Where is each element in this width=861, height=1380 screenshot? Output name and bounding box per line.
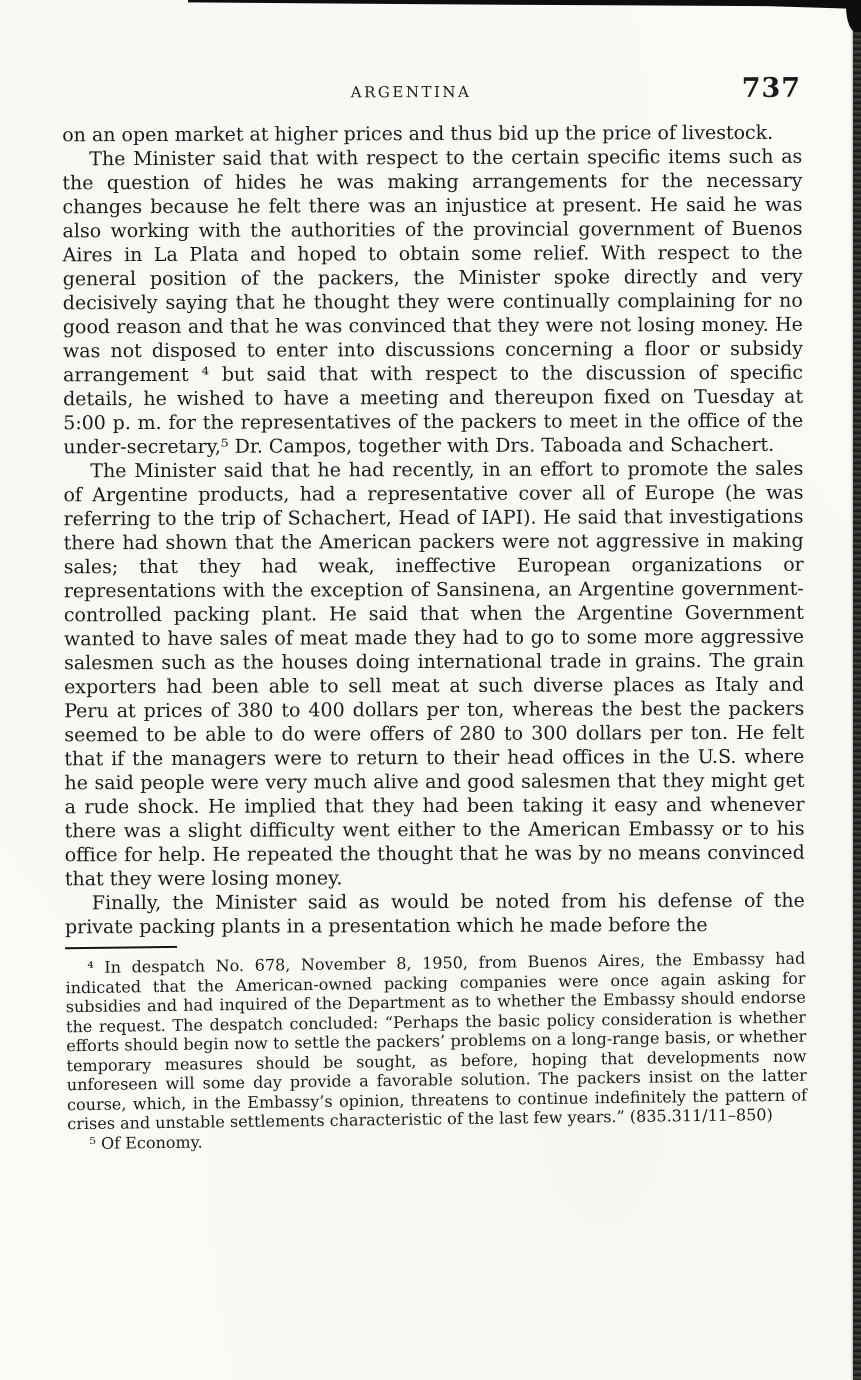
footnote: ⁴ In despatch No. 678, November 8, 1950, from Buenos Aires, the Embassy had indicated that the American-owned packing companies were once again asking for subsidies and had inquired of the Department as to whether the Embassy should endorse the request. The despatch concluded: “Perhaps the basic policy consideration is whether efforts should begin now to settle the packers’ problems on a long-range basis, or whether temporary measures should be sought, as before, hoping that developments now unforeseen will some day provide a favorable solution. The packers insist on the latter course, which, in the Embassy’s opinion, threatens to continue indefinitely the pattern of crises and unstable settlements characteristic of the last few years.” (835.311/11–850) xyxy=(65,948,808,1134)
paragraph: on an open market at higher prices and thus bid up the price of livestock. xyxy=(62,121,774,147)
paragraph: Finally, the Minister said as would be noted from his defense of the private packing plants in a presentation which he made before the xyxy=(64,889,805,939)
running-header xyxy=(62,72,802,112)
paragraph: The Minister said that he had recently, in an effort to promote the sales of Argentine products, had a representative cover all of Europe (he was referring to the trip of Schachert, Head of IAPI). He said that investigations there had shown that the American packers were not aggressive in making sales; that they had weak, ineffective European organizations or representations with the exception of Sansinena, an Argentine government-controlled packing plant. He said that when the Argentine Government wanted to have sales of meat made they had to go to some more aggressive salesmen such as the houses doing international trade in grains. The grain exporters had been able to sell meat at such diverse places as Italy and Peru at prices of 380 to 400 dollars per ton, whereas the best the packers seemed to be able to do were offers of 280 to 300 dollars per ton. He felt that if the managers were to return to their head offices in the U.S. where he said people were very much alive and good salesmen that they might get a rude shock. He implied that they had been taking it easy and whenever there was a slight difficulty went either to the American Embassy or to his office for help. He repeated the thought that he was by no means convinced that they were losing money. xyxy=(63,457,805,891)
page-number: 737 xyxy=(741,72,802,104)
scan-edge-right-artifact xyxy=(853,0,861,1380)
body-text xyxy=(62,121,805,940)
footnote-separator xyxy=(65,946,177,949)
footnote-area xyxy=(65,938,808,1154)
footnotes xyxy=(65,949,807,1154)
page-title: ARGENTINA xyxy=(350,82,472,102)
paragraph: The Minister said that with respect to the certain specific items such as the question of hides he was making arrangements for the necessary changes because he felt there was an injustice at present. He said he was also working with the authorities of the provincial government of Buenos Aires in La Plata and hoped to obtain some relief. With respect to the general position of the packers, the Minister spoke directly and very decisively saying that he thought they were continually complaining for no good reason and that he was convinced that they were not losing money. He was not disposed to enter into discussions concerning a floor or subsidy arrangement ⁴ but said that with respect to the discussion of specific details, he wished to have a meeting and thereupon fixed on Tuesday at 5:00 p. m. for the representatives of the packers to meet in the office of the under-secretary,⁵ Dr. Campos, together with Drs. Taboada and Schachert. xyxy=(62,145,804,459)
page-content xyxy=(62,72,808,1154)
scan-edge-top-artifact xyxy=(188,0,861,9)
scan-edge-corner-artifact xyxy=(846,0,861,32)
footnote: ⁵ Of Economy. xyxy=(89,1132,203,1153)
